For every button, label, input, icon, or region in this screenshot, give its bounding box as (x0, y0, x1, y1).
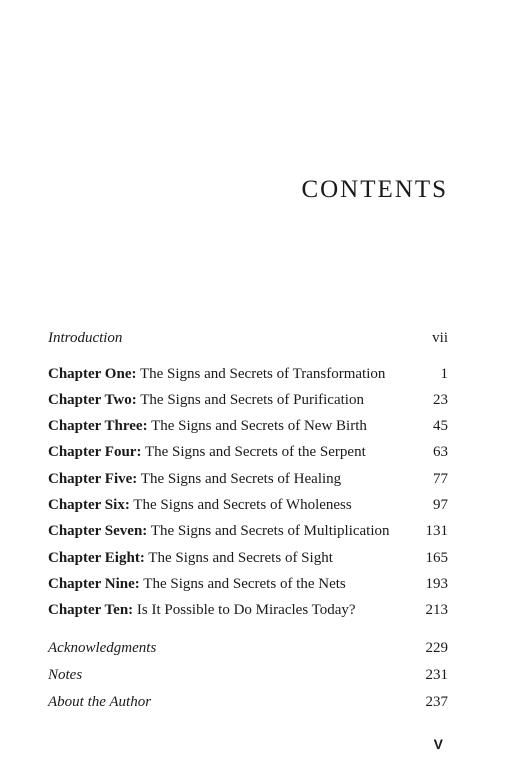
chapter-title: The Signs and Secrets of Healing (140, 471, 342, 487)
toc-entry-chapter-nine (48, 573, 448, 595)
chapter-number: Chapter Four: (48, 444, 142, 460)
chapter-number: Chapter Eight: (48, 550, 145, 566)
toc-entry-page: 77 (433, 471, 448, 487)
toc-entry-label: Notes (48, 667, 83, 683)
toc-entry-acknowledgments (48, 637, 448, 659)
toc-entry-chapter-six (48, 494, 448, 516)
toc-entry-page: 229 (425, 640, 448, 656)
chapter-title: The Signs and Secrets of the Serpent (144, 444, 366, 460)
toc-entry-page: 63 (433, 444, 448, 460)
toc-entry-page: 231 (425, 667, 448, 683)
toc-entry-label: Acknowledgments (48, 640, 157, 656)
toc-entry-chapter-ten (48, 599, 448, 621)
toc-entry-label: Introduction (48, 330, 123, 346)
chapter-title: Is It Possible to Do Miracles Today? (136, 602, 356, 618)
chapter-title: The Signs and Secrets of New Birth (151, 418, 367, 434)
toc-entry-notes (48, 664, 448, 686)
toc-entry-page: 45 (433, 418, 448, 434)
toc-entry-page: 1 (440, 366, 448, 382)
toc-entry-page: 165 (425, 550, 448, 566)
chapter-number: Chapter Six: (48, 497, 130, 513)
page-folio: V (433, 736, 443, 752)
chapter-number: Chapter Ten: (48, 602, 134, 618)
chapter-number: Chapter Three: (48, 418, 148, 434)
chapter-number: Chapter Nine: (48, 576, 140, 592)
chapter-title: The Signs and Secrets of Transformation (139, 366, 386, 382)
chapter-title: The Signs and Secrets of Multiplication (150, 523, 390, 539)
page-title: CONTENTS (301, 176, 448, 203)
toc-entry-label: About the Author (48, 694, 152, 710)
chapter-title: The Signs and Secrets of Purification (140, 392, 364, 408)
toc-entry-page: 23 (433, 392, 448, 408)
chapter-number: Chapter Five: (48, 471, 138, 487)
chapter-title: The Signs and Secrets of Sight (148, 550, 333, 566)
chapter-number: Chapter One: (48, 366, 137, 382)
toc-entry-about-the-author (48, 691, 448, 713)
toc-entry-chapter-four (48, 441, 448, 463)
toc-entry-introduction (48, 327, 448, 349)
toc-entry-chapter-two (48, 389, 448, 411)
chapter-number: Chapter Two: (48, 392, 137, 408)
chapter-title: The Signs and Secrets of the Nets (143, 576, 346, 592)
chapter-title: The Signs and Secrets of Wholeness (133, 497, 352, 513)
toc-entry-chapter-seven (48, 520, 448, 542)
toc-entry-chapter-eight (48, 547, 448, 569)
toc-entry-chapter-three (48, 415, 448, 437)
toc-entry-page: 97 (433, 497, 448, 513)
toc-entry-page: 193 (425, 576, 448, 592)
toc-entry-page: 237 (425, 694, 448, 710)
chapter-number: Chapter Seven: (48, 523, 148, 539)
toc-entry-chapter-one (48, 363, 448, 385)
toc-entry-page: 131 (425, 523, 448, 539)
toc-entry-page: 213 (425, 602, 448, 618)
toc-entry-chapter-five (48, 468, 448, 490)
toc-entry-page: vii (432, 330, 448, 346)
